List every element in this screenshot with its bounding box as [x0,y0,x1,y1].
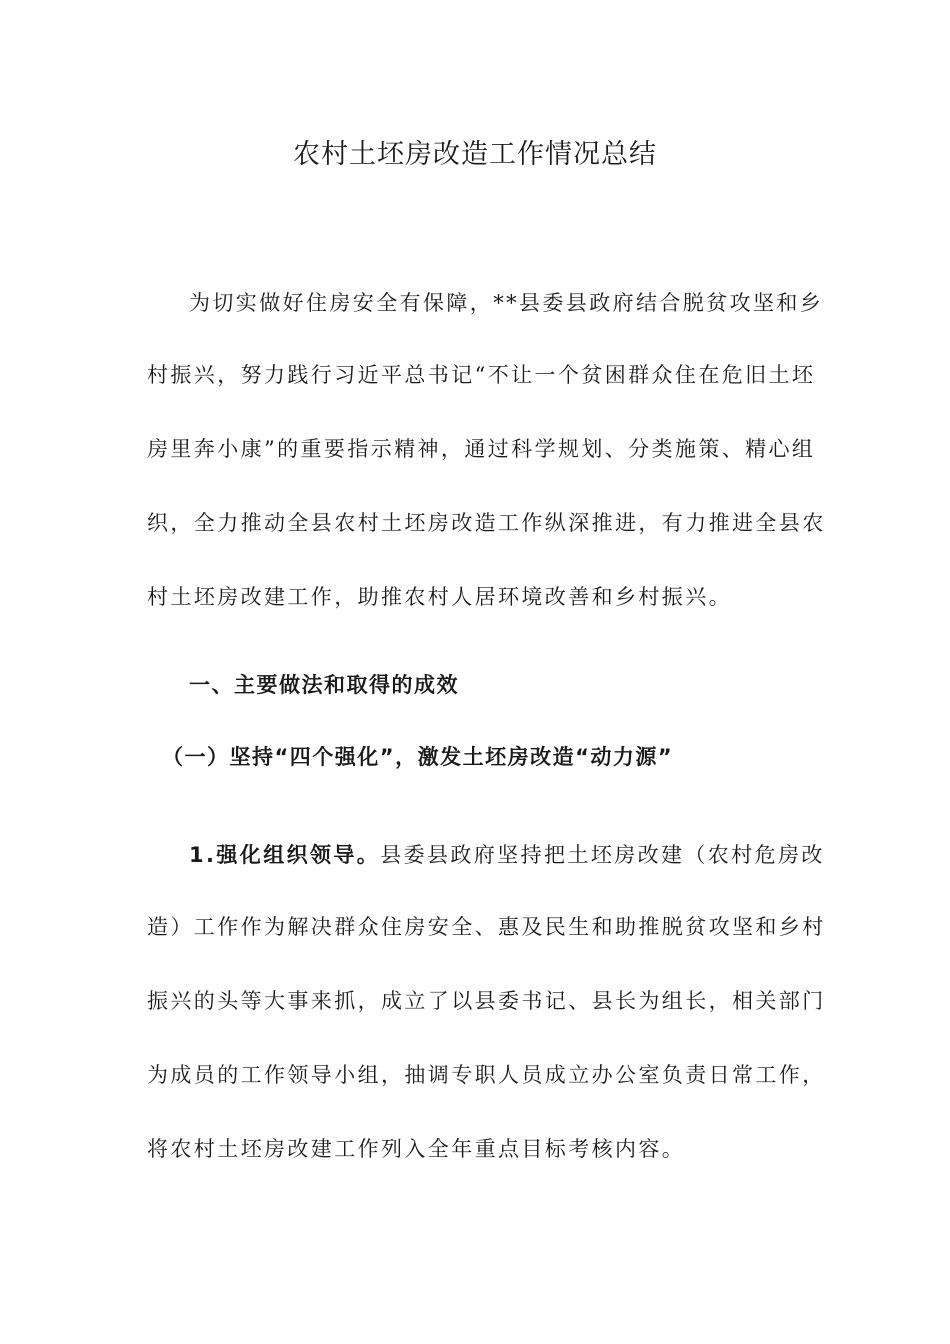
subsection-heading: （一）坚持“四个强化”，激发土坯房改造“动力源” [162,745,674,769]
intro-line-2: 村振兴，努力践行习近平总书记“不让一个贫困群众住在危旧土坯 [147,363,816,387]
intro-line-4: 织，全力推动全县农村土坯房改造工作纵深推进，有力推进全县农 [147,511,826,535]
item1-line-4: 为成员的工作领导小组，抽调专职人员成立办公室负责日常工作， [147,1063,826,1087]
intro-line-3: 房里奔小康”的重要指示精神，通过科学规划、分类施策、精心组 [147,437,816,461]
intro-line-5: 村土坯房改建工作，助推农村人居环境改善和乡村振兴。 [147,585,732,609]
section-heading: 一、主要做法和取得的成效 [189,673,459,697]
intro-line-1: 为切实做好住房安全有保障，**县委县政府结合脱贫攻坚和乡 [189,291,824,315]
document-title: 农村土坯房改造工作情况总结 [293,139,657,170]
item1-line-2: 造）工作作为解决群众住房安全、惠及民生和助推脱贫攻坚和乡村 [147,915,826,939]
item1-line-3: 振兴的头等大事来抓，成立了以县委书记、县长为组长，相关部门 [147,989,826,1013]
item1-first-line-rest: 县委县政府坚持把土坯房改建（农村危房改 [380,843,825,867]
item1-lead: 1.强化组织领导。 [189,843,381,867]
item1-line-5: 将农村土坯房改建工作列入全年重点目标考核内容。 [147,1137,686,1161]
item1-first-line [189,840,825,870]
